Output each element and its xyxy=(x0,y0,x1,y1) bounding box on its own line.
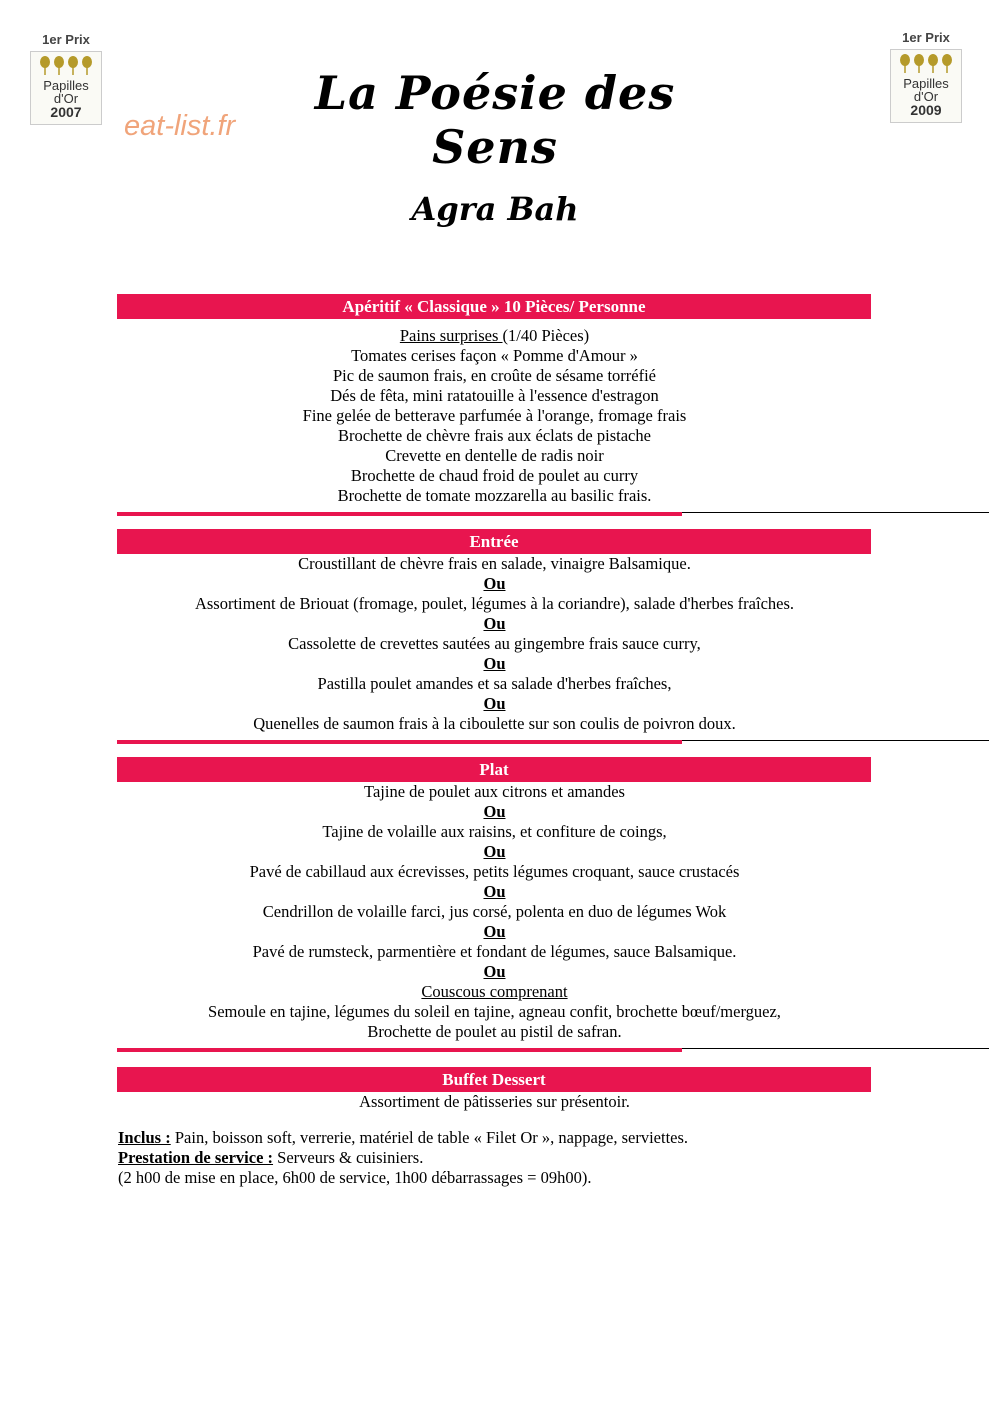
menu-item: Quenelles de saumon frais à la ciboulette sur son coulis de poivron doux. xyxy=(253,714,736,733)
menu-item: Dés de fêta, mini ratatouille à l'essence d'estragon xyxy=(330,386,659,405)
badge-line2: d'Or xyxy=(913,89,939,104)
wine-glasses-icon xyxy=(36,55,96,77)
or-separator: Ou xyxy=(483,574,506,593)
badge-prize: 1er Prix xyxy=(902,30,950,45)
or-separator: Ou xyxy=(483,802,506,821)
menu-item: Assortiment de Briouat (fromage, poulet, légumes à la coriandre), salade d'herbes fraîches. xyxy=(194,594,795,613)
menu-item-underlined: Pains surprises xyxy=(399,326,503,345)
inclus-label: Inclus : xyxy=(118,1128,171,1147)
service-line xyxy=(118,1148,688,1168)
inclus-line xyxy=(118,1128,688,1148)
menu-item: Cassolette de crevettes sautées au gingembre frais sauce curry, xyxy=(288,634,701,653)
badge-line2: d'Or xyxy=(53,91,79,106)
wine-glasses-icon xyxy=(896,53,956,75)
or-separator: Ou xyxy=(483,962,506,981)
menu-item: Brochette de poulet au pistil de safran. xyxy=(367,1022,622,1041)
menu-item: Tajine de poulet aux citrons et amandes xyxy=(364,782,625,801)
or-separator: Ou xyxy=(483,614,506,633)
menu-item: Brochette de chaud froid de poulet au curry xyxy=(350,466,639,485)
section-divider xyxy=(0,506,989,520)
service-label: Prestation de service : xyxy=(118,1148,274,1167)
award-badge-2007 xyxy=(26,32,106,125)
badge-box xyxy=(30,51,102,125)
menu-item: Fine gelée de betterave parfumée à l'orange, fromage frais xyxy=(302,406,687,425)
section-entree xyxy=(0,529,989,748)
section-plat xyxy=(0,757,989,1056)
section-heading: Plat xyxy=(117,757,871,782)
or-separator: Ou xyxy=(483,654,506,673)
menu-item: Tajine de volaille aux raisins, et confiture de coings, xyxy=(322,822,667,841)
or-separator: Ou xyxy=(483,842,506,861)
menu-item: Brochette de chèvre frais aux éclats de pistache xyxy=(338,426,651,445)
couscous-label: Couscous comprenant xyxy=(421,982,568,1001)
page-title: La Poésie des Sens xyxy=(314,66,676,174)
section-body xyxy=(0,554,989,734)
menu-item: Tomates cerises façon « Pomme d'Amour » xyxy=(351,346,638,365)
badge-year: 2009 xyxy=(910,102,942,118)
menu-item: Cendrillon de volaille farci, jus corsé, polenta en duo de légumes Wok xyxy=(262,902,727,921)
section-aperitif xyxy=(0,294,989,520)
menu-item: Croustillant de chèvre frais en salade, vinaigre Balsamique. xyxy=(298,554,691,573)
section-heading: Apéritif « Classique » 10 Pièces/ Personne xyxy=(117,294,871,319)
badge-line1: Papilles xyxy=(903,76,949,91)
or-separator: Ou xyxy=(483,694,506,713)
schedule-line: (2 h00 de mise en place, 6h00 de service, 1h00 débarrassages = 09h00). xyxy=(118,1168,592,1187)
section-divider xyxy=(0,734,989,748)
badge-prize: 1er Prix xyxy=(42,32,90,47)
section-body xyxy=(0,1092,989,1112)
or-separator: Ou xyxy=(483,882,506,901)
inclus-text: Pain, boisson soft, verrerie, matériel de table « Filet Or », nappage, serviettes. xyxy=(170,1128,689,1147)
or-separator: Ou xyxy=(483,922,506,941)
menu-item: Pavé de rumsteck, parmentière et fondant de légumes, sauce Balsamique. xyxy=(252,942,737,961)
section-divider xyxy=(0,1042,989,1056)
service-text: Serveurs & cuisiniers. xyxy=(273,1148,424,1167)
section-heading: Buffet Dessert xyxy=(117,1067,871,1092)
menu-name: Agra Bah xyxy=(411,190,579,228)
menu-item: Crevette en dentelle de radis noir xyxy=(385,446,604,465)
section-heading: Entrée xyxy=(117,529,871,554)
section-body xyxy=(0,326,989,506)
menu-item: Brochette de tomate mozzarella au basilic frais. xyxy=(337,486,652,505)
menu-item: Pastilla poulet amandes et sa salade d'herbes fraîches, xyxy=(317,674,672,693)
menu-item: Semoule en tajine, légumes du soleil en tajine, agneau confit, brochette bœuf/merguez, xyxy=(208,1002,781,1021)
menu-item xyxy=(0,326,989,346)
menu-item: Assortiment de pâtisseries sur présentoir. xyxy=(359,1092,630,1111)
watermark: eat-list.fr xyxy=(124,110,236,142)
award-badge-2009 xyxy=(886,30,966,123)
menu-item: Pavé de cabillaud aux écrevisses, petits légumes croquant, sauce crustacés xyxy=(249,862,740,881)
badge-box xyxy=(890,49,962,123)
footer-notes xyxy=(118,1128,688,1188)
section-dessert xyxy=(0,1067,989,1112)
menu-item: Pic de saumon frais, en croûte de sésame torréfié xyxy=(333,366,656,385)
menu-item-rest: (1/40 Pièces) xyxy=(502,326,590,345)
section-body xyxy=(0,782,989,1042)
badge-year: 2007 xyxy=(50,104,82,120)
badge-line1: Papilles xyxy=(43,78,89,93)
